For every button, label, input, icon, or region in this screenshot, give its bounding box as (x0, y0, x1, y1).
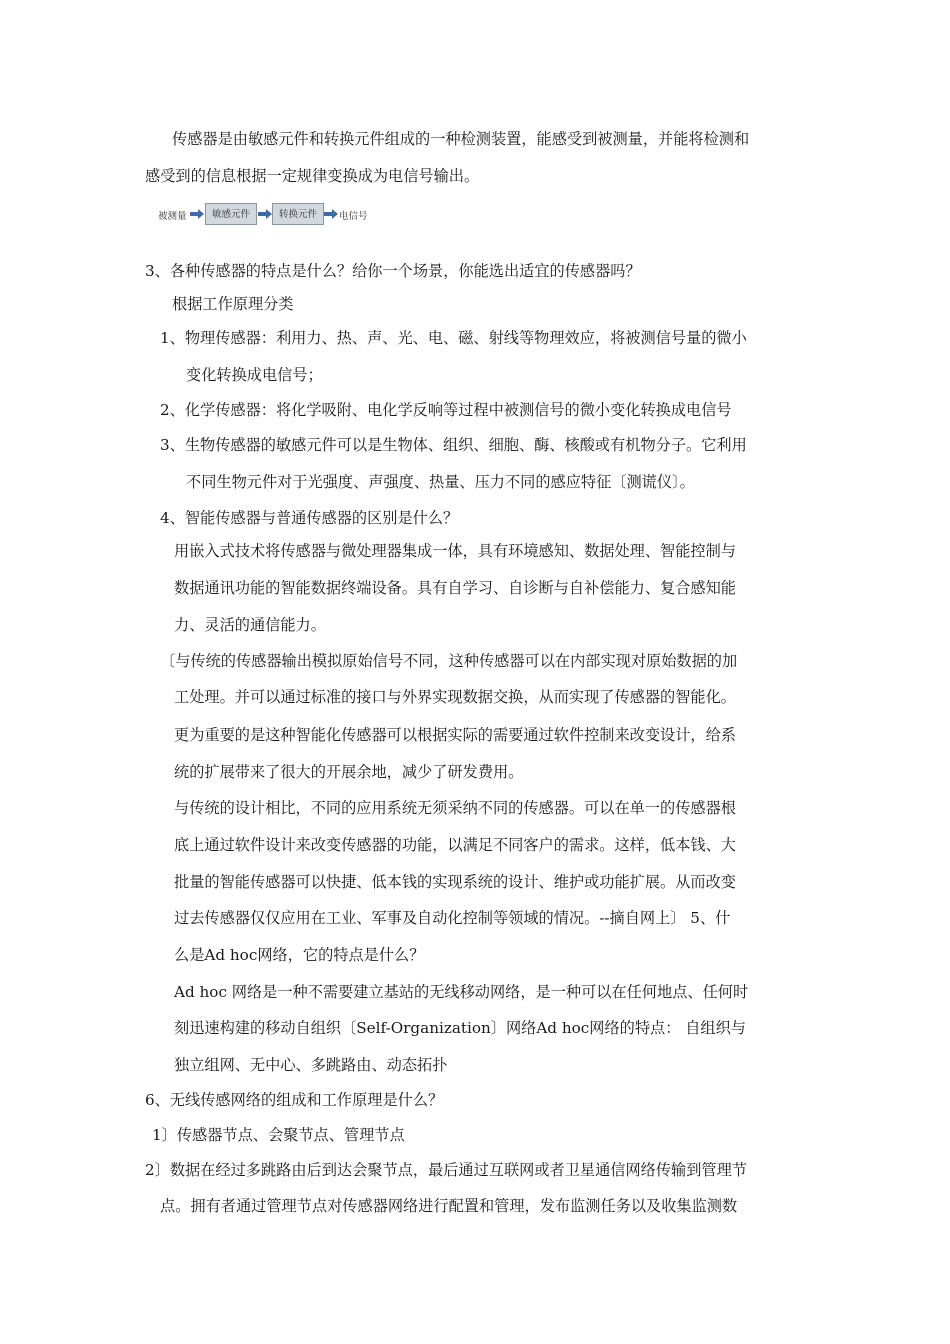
smart-sensor-para-line-3: 力、灵活的通信能力。 (174, 616, 326, 634)
smart-sensor-para-line-9: 底上通过软件设计来改变传感器的功能，以满足不同客户的需求。这样，低本钱、大 (174, 836, 736, 854)
physical-sensor-line-1: 1、物理传感器：利用力、热、声、光、电、磁、射线等物理效应，将被测信号量的微小 (160, 329, 747, 347)
arrow-icon (258, 209, 272, 219)
smart-sensor-para-line-2: 数据通讯功能的智能数据终端设备。具有自学习、自诊断与自补偿能力、复合感知能 (174, 579, 736, 597)
question-5-heading: 么是Ad hoc网络，它的特点是什么？ (174, 946, 425, 964)
wsn-answer-2-line-2: 点。拥有者通过管理节点对传感器网络进行配置和管理，发布监测任务以及收集监测数 (160, 1197, 738, 1215)
intro-line-2: 感受到的信息根据一定规律变换成为电信号输出。 (145, 167, 480, 185)
smart-sensor-para-line-4: 〔与传统的传感器输出模拟原始信号不同，这种传感器可以在内部实现对原始数据的加 (160, 652, 738, 670)
arrow-icon (190, 209, 204, 219)
diagram-output-label: 电信号 (339, 211, 368, 222)
arrow-icon (324, 209, 338, 219)
wsn-answer-2-line-1: 2〕数据在经过多跳路由后到达会聚节点，最后通过互联网或者卫星通信网络传输到管理节 (145, 1161, 747, 1179)
question-3-heading: 3、各种传感器的特点是什么？给你一个场景，你能选出适宜的传感器吗？ (145, 262, 641, 280)
smart-sensor-para-line-6: 更为重要的是这种智能化传感器可以根据实际的需要通过软件控制来改变设计，给系 (174, 726, 736, 744)
smart-sensor-para-line-5: 工处理。并可以通过标准的接口与外界实现数据交换，从而实现了传感器的智能化。 (174, 688, 736, 706)
smart-sensor-para-line-1: 用嵌入式技术将传感器与微处理器集成一体，具有环境感知、数据处理、智能控制与 (174, 542, 736, 560)
diagram-input-label: 被测量 (158, 211, 187, 222)
diagram-box-sensing-element: 敏感元件 (205, 203, 257, 225)
smart-sensor-para-line-7: 统的扩展带来了很大的开展余地，减少了研发费用。 (174, 763, 524, 781)
physical-sensor-line-2: 变化转换成电信号； (186, 366, 323, 384)
question-6-heading: 6、无线传感网络的组成和工作原理是什么？ (145, 1091, 444, 1109)
biosensor-line-2: 不同生物元件对于光强度、声强度、热量、压力不同的感应特征〔测谎仪〕。 (186, 473, 695, 491)
diagram-box-conversion-element: 转换元件 (272, 203, 324, 225)
smart-sensor-para-line-11: 过去传感器仅仅应用在工业、军事及自动化控制等领域的情况。--摘自网上〕 5、什 (174, 909, 731, 927)
intro-line-1: 传感器是由敏感元件和转换元件组成的一种检测装置，能感受到被测量，并能将检测和 (172, 130, 750, 148)
adhoc-para-line-3: 独立组网、无中心、多跳路由、动态拓扑 (174, 1056, 448, 1074)
classification-heading: 根据工作原理分类 (172, 295, 294, 313)
wsn-answer-1: 1〕传感器节点、会聚节点、管理节点 (152, 1126, 405, 1144)
adhoc-para-line-1: Ad hoc 网络是一种不需要建立基站的无线移动网络，是一种可以在任何地点、任何时 (174, 983, 749, 1001)
chemical-sensor-line: 2、化学传感器：将化学吸附、电化学反响等过程中被测信号的微小变化转换成电信号 (160, 401, 732, 419)
smart-sensor-para-line-8: 与传统的设计相比，不同的应用系统无须采纳不同的传感器。可以在单一的传感器根 (174, 799, 736, 817)
sensor-flow-diagram (158, 201, 378, 229)
biosensor-line-1: 3、生物传感器的敏感元件可以是生物体、组织、细胞、酶、核酸或有机物分子。它利用 (160, 436, 747, 454)
adhoc-para-line-2: 刻迅速构建的移动自组织〔Self-Organization〕网络Ad hoc网络的特点： 自组织与 (174, 1019, 746, 1037)
question-4-heading: 4、智能传感器与普通传感器的区别是什么？ (160, 509, 459, 527)
smart-sensor-para-line-10: 批量的智能传感器可以快捷、低本钱的实现系统的设计、维护或功能扩展。从而改变 (174, 873, 736, 891)
